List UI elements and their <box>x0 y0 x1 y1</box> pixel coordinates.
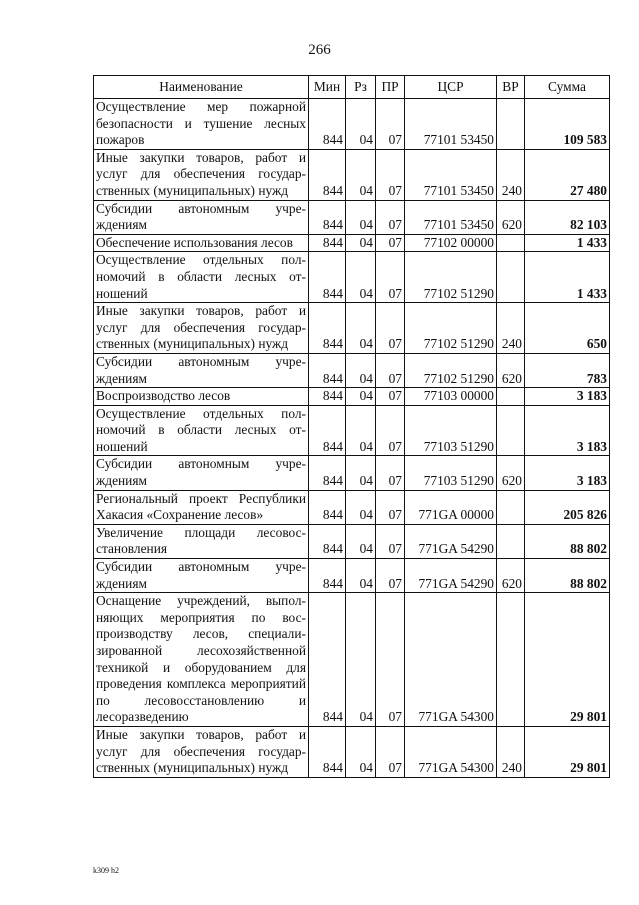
cell-name: Региональный проект Республики Хакасия «Сохранение лесов» <box>94 490 309 524</box>
cell-vr <box>497 252 525 303</box>
cell-csr: 771GA 00000 <box>405 490 497 524</box>
cell-name: Субсидии автономным учреждениям <box>94 559 309 593</box>
cell-vr <box>497 99 525 150</box>
cell-pr: 07 <box>376 200 405 234</box>
table-row <box>94 456 610 490</box>
header-vr: ВР <box>497 76 525 99</box>
cell-sum: 205 826 <box>525 490 610 524</box>
header-rz: Рз <box>346 76 376 99</box>
cell-vr: 240 <box>497 303 525 354</box>
cell-name: Осуществление мер пожарной безопасности и тушение лесных пожаров <box>94 99 309 150</box>
cell-rz: 04 <box>346 200 376 234</box>
cell-vr: 620 <box>497 559 525 593</box>
cell-sum: 3 183 <box>525 405 610 456</box>
cell-sum: 1 433 <box>525 252 610 303</box>
table-row <box>94 353 610 387</box>
table-row <box>94 252 610 303</box>
cell-sum: 1 433 <box>525 234 610 252</box>
header-csr: ЦСР <box>405 76 497 99</box>
table-row <box>94 234 610 252</box>
cell-min: 844 <box>309 200 346 234</box>
cell-vr: 240 <box>497 726 525 777</box>
cell-rz: 04 <box>346 149 376 200</box>
cell-rz: 04 <box>346 524 376 558</box>
table-header <box>94 76 610 99</box>
budget-table <box>93 75 610 778</box>
cell-min: 844 <box>309 456 346 490</box>
cell-sum: 88 802 <box>525 524 610 558</box>
cell-pr: 07 <box>376 456 405 490</box>
cell-csr: 77101 53450 <box>405 149 497 200</box>
table-row <box>94 559 610 593</box>
header-min: Мин <box>309 76 346 99</box>
cell-csr: 77103 00000 <box>405 388 497 406</box>
cell-rz: 04 <box>346 490 376 524</box>
cell-min: 844 <box>309 388 346 406</box>
cell-csr: 771GA 54300 <box>405 726 497 777</box>
cell-pr: 07 <box>376 726 405 777</box>
table-row <box>94 388 610 406</box>
footer-code: k309 h2 <box>93 866 119 875</box>
cell-pr: 07 <box>376 559 405 593</box>
cell-sum: 88 802 <box>525 559 610 593</box>
cell-csr: 77102 00000 <box>405 234 497 252</box>
cell-sum: 3 183 <box>525 388 610 406</box>
table-row <box>94 726 610 777</box>
table-row <box>94 490 610 524</box>
cell-rz: 04 <box>346 99 376 150</box>
cell-name: Иные закупки товаров, работ и услуг для обеспечения государственных (муниципальных) нужд <box>94 726 309 777</box>
table-row <box>94 405 610 456</box>
cell-rz: 04 <box>346 303 376 354</box>
cell-sum: 3 183 <box>525 456 610 490</box>
cell-sum: 29 801 <box>525 593 610 727</box>
header-name: Наименование <box>94 76 309 99</box>
cell-pr: 07 <box>376 234 405 252</box>
cell-min: 844 <box>309 353 346 387</box>
cell-csr: 771GA 54300 <box>405 593 497 727</box>
cell-csr: 771GA 54290 <box>405 559 497 593</box>
cell-pr: 07 <box>376 99 405 150</box>
cell-name: Субсидии автономным учреждениям <box>94 456 309 490</box>
cell-vr: 240 <box>497 149 525 200</box>
cell-sum: 82 103 <box>525 200 610 234</box>
cell-vr <box>497 234 525 252</box>
cell-pr: 07 <box>376 490 405 524</box>
cell-pr: 07 <box>376 405 405 456</box>
cell-rz: 04 <box>346 388 376 406</box>
cell-csr: 771GA 54290 <box>405 524 497 558</box>
cell-vr: 620 <box>497 456 525 490</box>
table-row <box>94 524 610 558</box>
cell-min: 844 <box>309 99 346 150</box>
cell-min: 844 <box>309 252 346 303</box>
cell-csr: 77102 51290 <box>405 353 497 387</box>
cell-rz: 04 <box>346 593 376 727</box>
cell-rz: 04 <box>346 405 376 456</box>
cell-vr <box>497 490 525 524</box>
table-row <box>94 99 610 150</box>
cell-min: 844 <box>309 524 346 558</box>
cell-name: Осуществление отдельных полномочий в области лесных отношений <box>94 252 309 303</box>
cell-pr: 07 <box>376 252 405 303</box>
table-row <box>94 149 610 200</box>
cell-vr <box>497 405 525 456</box>
cell-min: 844 <box>309 559 346 593</box>
cell-csr: 77102 51290 <box>405 252 497 303</box>
cell-min: 844 <box>309 593 346 727</box>
cell-sum: 27 480 <box>525 149 610 200</box>
cell-min: 844 <box>309 405 346 456</box>
cell-sum: 29 801 <box>525 726 610 777</box>
cell-min: 844 <box>309 726 346 777</box>
cell-pr: 07 <box>376 303 405 354</box>
table-row <box>94 303 610 354</box>
table-row <box>94 593 610 727</box>
cell-pr: 07 <box>376 149 405 200</box>
cell-rz: 04 <box>346 234 376 252</box>
cell-pr: 07 <box>376 524 405 558</box>
cell-pr: 07 <box>376 593 405 727</box>
cell-sum: 783 <box>525 353 610 387</box>
cell-pr: 07 <box>376 388 405 406</box>
cell-rz: 04 <box>346 559 376 593</box>
cell-name: Иные закупки товаров, работ и услуг для обеспечения государственных (муниципальных) нужд <box>94 149 309 200</box>
cell-name: Субсидии автономным учреждениям <box>94 200 309 234</box>
header-pr: ПР <box>376 76 405 99</box>
cell-pr: 07 <box>376 353 405 387</box>
cell-min: 844 <box>309 490 346 524</box>
cell-csr: 77101 53450 <box>405 99 497 150</box>
cell-name: Обеспечение использования лесов <box>94 234 309 252</box>
header-row <box>94 76 610 99</box>
cell-vr <box>497 524 525 558</box>
page-number: 266 <box>308 42 331 58</box>
cell-name: Субсидии автономным учреждениям <box>94 353 309 387</box>
cell-min: 844 <box>309 149 346 200</box>
cell-vr: 620 <box>497 200 525 234</box>
cell-csr: 77101 53450 <box>405 200 497 234</box>
cell-min: 844 <box>309 303 346 354</box>
cell-rz: 04 <box>346 456 376 490</box>
cell-rz: 04 <box>346 252 376 303</box>
cell-sum: 109 583 <box>525 99 610 150</box>
cell-vr <box>497 593 525 727</box>
cell-sum: 650 <box>525 303 610 354</box>
cell-csr: 77103 51290 <box>405 405 497 456</box>
cell-csr: 77103 51290 <box>405 456 497 490</box>
header-sum: Сумма <box>525 76 610 99</box>
cell-name: Увеличение площади лесовосстановления <box>94 524 309 558</box>
cell-vr <box>497 388 525 406</box>
cell-name: Воспроизводство лесов <box>94 388 309 406</box>
cell-vr: 620 <box>497 353 525 387</box>
cell-rz: 04 <box>346 353 376 387</box>
cell-csr: 77102 51290 <box>405 303 497 354</box>
cell-name: Осуществление отдельных полномочий в области лесных отношений <box>94 405 309 456</box>
cell-name: Оснащение учреждений, выполняющих мероприятия по воспроизводству лесов, специализированной лесохозяйственной техникой и оборудованием для проведения комплекса мероприятий по лесовосстановлению и лесоразведению <box>94 593 309 727</box>
cell-min: 844 <box>309 234 346 252</box>
table-body <box>94 99 610 778</box>
table-row <box>94 200 610 234</box>
cell-rz: 04 <box>346 726 376 777</box>
cell-name: Иные закупки товаров, работ и услуг для обеспечения государственных (муниципальных) нужд <box>94 303 309 354</box>
